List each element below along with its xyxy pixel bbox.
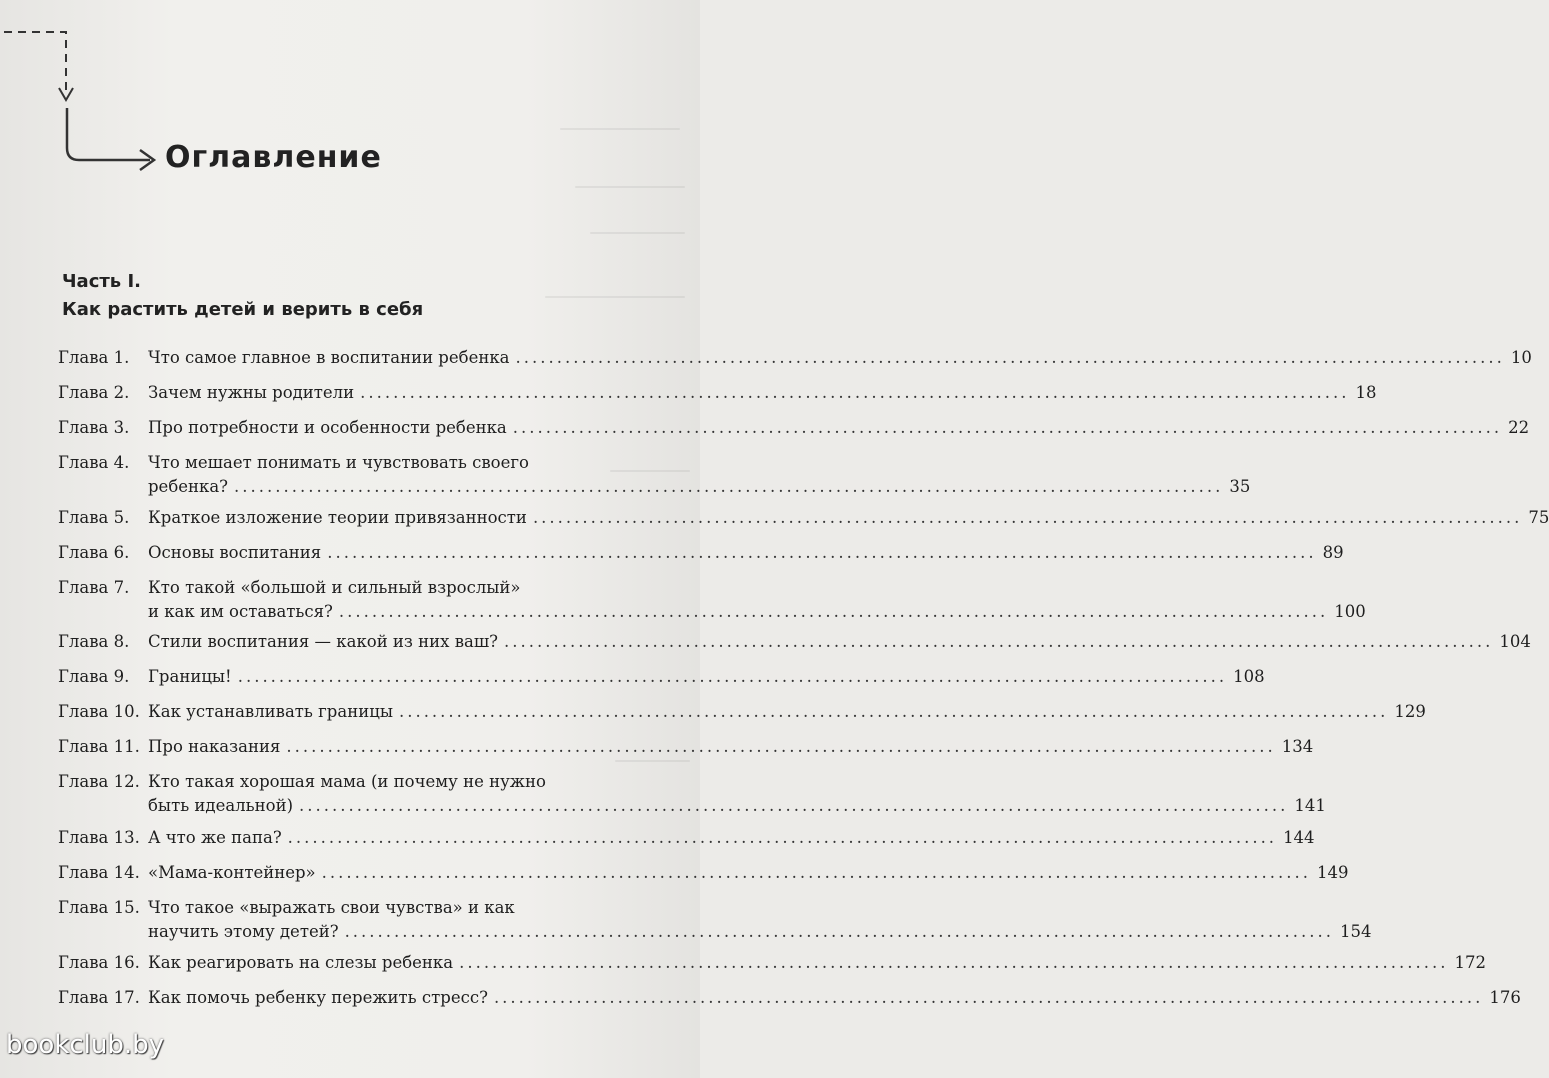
chapter-number: Глава 17. <box>58 988 140 1007</box>
page-number: 10 <box>1510 348 1532 367</box>
part-title: Как растить детей и верить в себя <box>62 299 424 320</box>
page-number: 134 <box>1281 737 1314 756</box>
watermark: bookclub.by <box>6 1030 165 1060</box>
chapter-title <box>148 951 1486 975</box>
leader-dots: ........................................................................................................................ <box>493 988 1484 1007</box>
chapter-title <box>148 826 1315 850</box>
chapter-title-text: и как им оставаться? <box>148 602 333 621</box>
chapter-title <box>148 861 1349 885</box>
chapter-title <box>148 986 1521 1010</box>
page-number: 100 <box>1334 602 1366 621</box>
chapter-title-text: Кто такой «большой и сильный взрослый» <box>148 578 521 597</box>
chapter-number: Глава 10. <box>58 702 140 721</box>
chapter-number: Глава 4. <box>58 453 130 472</box>
page-number: 35 <box>1229 477 1251 496</box>
page-number: 154 <box>1339 922 1372 941</box>
leader-dots: ........................................................................................................................ <box>504 632 1494 651</box>
page-title: Оглавление <box>165 140 382 175</box>
part-heading <box>62 268 423 324</box>
chapter-title-text: Что мешает понимать и чувствовать своего <box>148 453 529 472</box>
chapter-number: Глава 8. <box>58 632 130 651</box>
leader-dots: ........................................................................................................................ <box>532 508 1523 527</box>
chapter-title-text: научить этому детей? <box>148 922 339 941</box>
page-number: 108 <box>1233 667 1265 686</box>
leader-dots: ........................................................................................................................ <box>515 348 1505 367</box>
leader-dots: ........................................................................................................................ <box>338 602 1329 621</box>
chapter-number: Глава 15. <box>58 898 140 917</box>
chapter-title-text: Как реагировать на слезы ребенка <box>148 953 454 972</box>
chapter-title-text: Что такое «выражать свои чувства» и как <box>148 898 515 917</box>
chapter-number: Глава 6. <box>58 543 130 562</box>
leader-dots: ........................................................................................................................ <box>234 477 1224 496</box>
chapter-number: Глава 9. <box>58 667 130 686</box>
page-number: 129 <box>1394 702 1426 721</box>
chapter-title-text: «Мама-контейнер» <box>148 863 316 882</box>
part-label: Часть I. <box>62 271 141 292</box>
chapter-title <box>148 735 1314 759</box>
chapter-title-text: Как устанавливать границы <box>148 702 393 721</box>
chapter-number: Глава 16. <box>58 953 140 972</box>
leader-dots: ........................................................................................................................ <box>237 667 1228 686</box>
chapter-title <box>148 416 1530 440</box>
page-number: 75 <box>1528 508 1549 527</box>
chapter-title-text: Как помочь ребенку пережить стресс? <box>148 988 488 1007</box>
page-number: 149 <box>1317 863 1349 882</box>
chapter-title-text: Границы! <box>148 667 232 686</box>
leader-dots: ........................................................................................................................ <box>327 543 1317 562</box>
chapter-title <box>148 896 1372 944</box>
leader-dots: ........................................................................................................................ <box>287 828 1278 847</box>
chapter-title-text: Краткое изложение теории привязанности <box>148 508 527 527</box>
chapter-title <box>148 700 1426 724</box>
chapter-number: Глава 7. <box>58 578 130 597</box>
leader-dots: ........................................................................................................................ <box>512 418 1503 437</box>
chapter-title <box>148 576 1366 624</box>
chapter-number: Глава 11. <box>58 737 140 756</box>
chapter-title-text: Зачем нужны родители <box>148 383 355 402</box>
leader-dots: ........................................................................................................................ <box>299 796 1289 815</box>
chapter-number: Глава 1. <box>58 348 130 367</box>
chapter-title-text: Про наказания <box>148 737 281 756</box>
chapter-title <box>148 665 1265 689</box>
chapter-number: Глава 12. <box>58 772 140 791</box>
chapter-title <box>148 506 1549 530</box>
page-number: 22 <box>1508 418 1530 437</box>
chapter-title <box>148 381 1377 405</box>
page-number: 18 <box>1355 383 1377 402</box>
leader-dots: ........................................................................................................................ <box>360 383 1350 402</box>
page-number: 89 <box>1322 543 1344 562</box>
chapter-number: Глава 14. <box>58 863 140 882</box>
leader-dots: ........................................................................................................................ <box>286 737 1276 756</box>
chapter-number: Глава 5. <box>58 508 130 527</box>
chapter-title-text: Кто такая хорошая мама (и почему не нужно <box>148 772 546 791</box>
leader-dots: ........................................................................................................................ <box>459 953 1449 972</box>
leader-dots: ........................................................................................................................ <box>344 922 1334 941</box>
chapter-title <box>148 541 1344 565</box>
chapter-title <box>148 770 1326 818</box>
chapter-title-text: Стили воспитания — какой из них ваш? <box>148 632 499 651</box>
page-number: 144 <box>1283 828 1315 847</box>
chapter-title-text: Про потребности и особенности ребенка <box>148 418 507 437</box>
chapter-title <box>148 630 1531 654</box>
chapter-title-text: ребенка? <box>148 477 229 496</box>
chapter-title-text: Основы воспитания <box>148 543 322 562</box>
chapter-title-text: Что самое главное в воспитании ребенка <box>148 348 510 367</box>
page-number: 176 <box>1489 988 1521 1007</box>
page-number: 141 <box>1294 796 1326 815</box>
leader-dots: ........................................................................................................................ <box>398 702 1389 721</box>
chapter-title-text: быть идеальной) <box>148 796 294 815</box>
leader-dots: ........................................................................................................................ <box>321 863 1312 882</box>
page-number: 172 <box>1454 953 1486 972</box>
chapter-number: Глава 3. <box>58 418 130 437</box>
chapter-title-text: А что же папа? <box>148 828 282 847</box>
chapter-title <box>148 451 1251 499</box>
page-number: 104 <box>1499 632 1531 651</box>
chapter-title <box>148 346 1532 370</box>
chapter-number: Глава 13. <box>58 828 140 847</box>
chapter-number: Глава 2. <box>58 383 130 402</box>
